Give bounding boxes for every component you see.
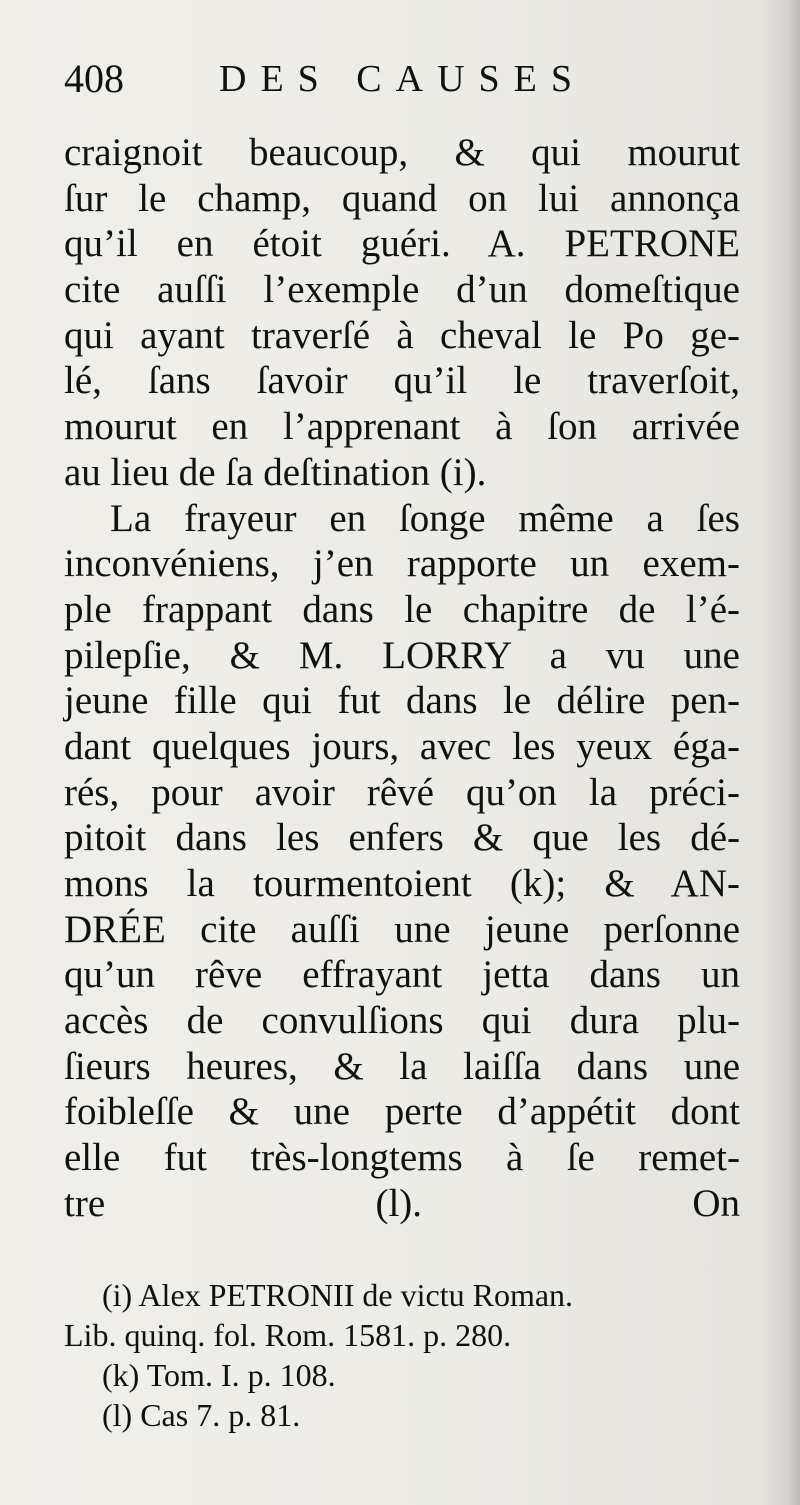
footnote-i: (i) Alex PETRONII de victu Roman. — [102, 1277, 574, 1313]
page-header — [64, 52, 744, 106]
text-line: tre (l). On — [64, 1181, 740, 1225]
text-line: pitoit dans les enfers & que les dé- — [64, 816, 740, 860]
page-edge-shadow — [762, 0, 800, 1505]
text-line: ſieurs heures, & la laiſſa dans une — [64, 1044, 740, 1088]
text-line: pilepſie, & M. LORRY a vu une — [64, 633, 740, 677]
footnotes — [64, 1275, 740, 1435]
text-line: lé, ſans ſavoir qu’il le traverſoit, — [64, 359, 740, 403]
text-line: qui ayant traverſé à cheval le Po ge- — [64, 313, 740, 357]
running-title: DES CAUSES — [219, 58, 586, 100]
text-line: ſur le champ, quand on lui annonça — [64, 176, 740, 220]
text-line: qu’un rêve effrayant jetta dans un — [64, 953, 740, 997]
text-line: foibleſſe & une perte d’appétit dont — [64, 1090, 740, 1134]
text-line: La frayeur en ſonge même a ſes — [110, 496, 740, 540]
text-line: au lieu de ſa deſtination (i). — [64, 450, 487, 494]
text-line: dant quelques jours, avec les yeux éga- — [64, 724, 740, 768]
text-line: ple frappant dans le chapitre de l’é- — [64, 587, 740, 631]
text-line: inconvéniens, j’en rapporte un exem- — [64, 542, 740, 586]
text-line: mons la tourmentoient (k); & AN- — [64, 862, 740, 905]
footnote-i-continued: Lib. quinq. fol. Rom. 1581. p. 280. — [64, 1317, 512, 1353]
text-line: accès de convulſions qui dura plu- — [64, 999, 740, 1043]
footnote-l: (l) Cas 7. p. 81. — [102, 1397, 301, 1433]
text-line: jeune fille qui fut dans le délire pen- — [64, 679, 740, 723]
text-line: elle fut très-longtems à ſe remet- — [64, 1136, 740, 1180]
text-line: cite auſſi l’exemple d’un domeſtique — [64, 268, 740, 312]
body-text — [64, 130, 740, 1227]
text-line: mourut en l’apprenant à ſon arrivée — [64, 405, 740, 449]
page-number: 408 — [64, 56, 124, 101]
text-line: craignoit beaucoup, & qui mourut — [64, 131, 740, 174]
text-line: DRÉE cite auſſi une jeune perſonne — [64, 907, 740, 951]
text-line: rés, pour avoir rêvé qu’on la préci- — [64, 770, 740, 814]
footnote-k: (k) Tom. I. p. 108. — [102, 1357, 336, 1393]
text-line: qu’il en étoit guéri. A. PETRONE — [64, 222, 740, 266]
